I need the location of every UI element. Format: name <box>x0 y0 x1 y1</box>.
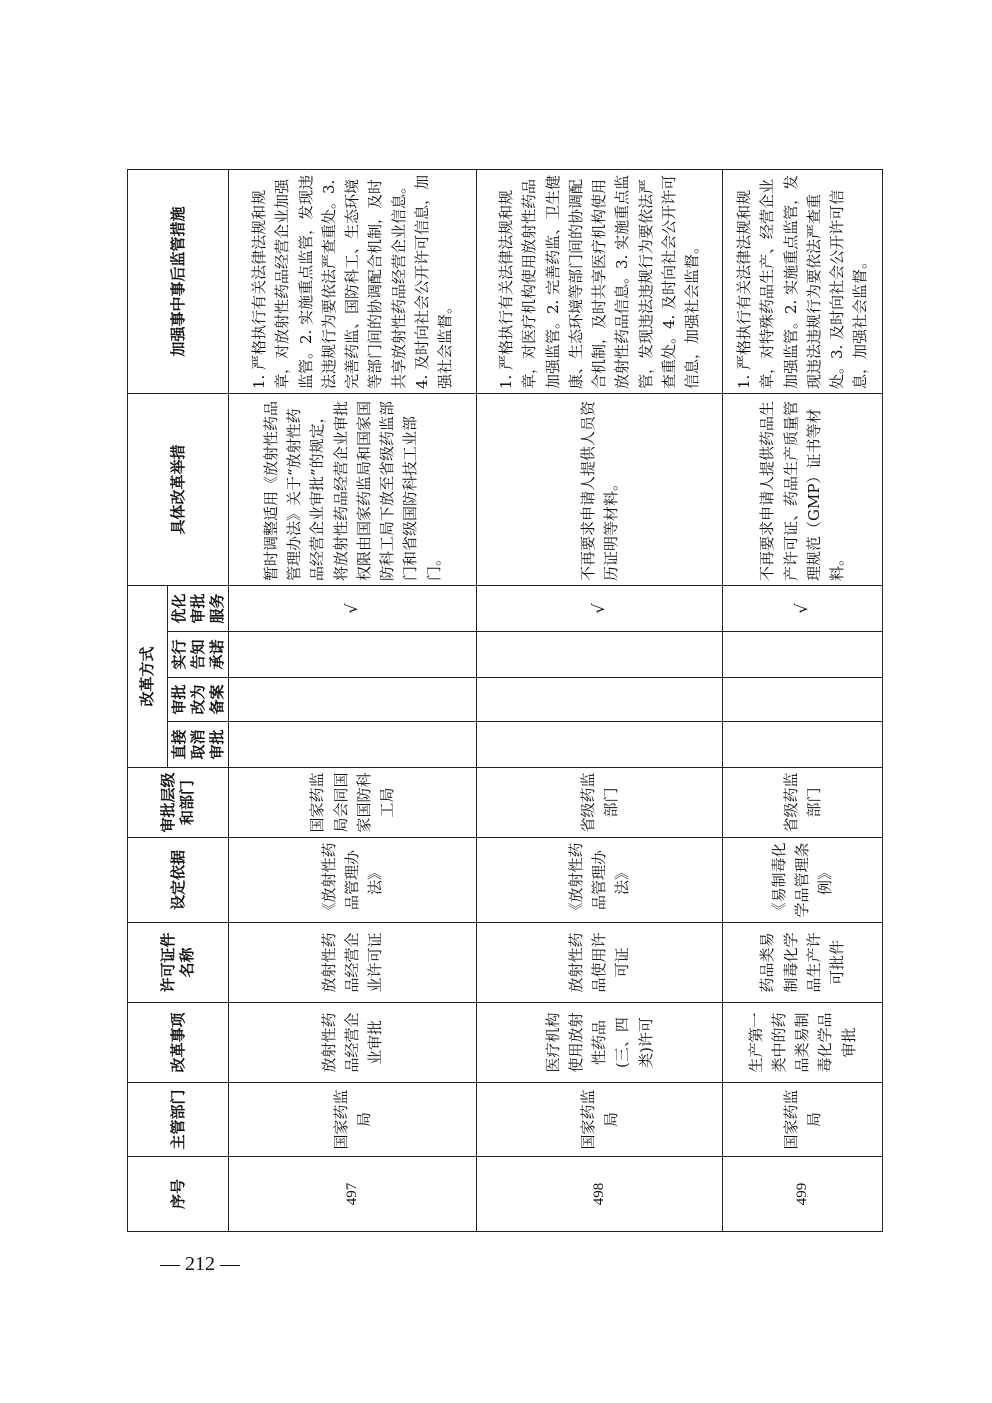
check-mark: √ <box>229 585 477 631</box>
check-mark: √ <box>723 585 883 631</box>
row-mode-promise <box>477 632 723 678</box>
row-seq: 499 <box>723 1157 883 1232</box>
row-supervision: 1. 严格执行有关法律法规和规章，对医疗机构使用放射性药品加强监管。2. 完善药监、卫生健康、生态环境等部门间的协调配合机制，及时共享医疗机构使用放射性药品信息。3. 实施重点监管，发现违法违规行为要依法严查重处。4. 及时向社会公开许可信息，加强社会监督。 <box>477 169 723 393</box>
header-seq: 序号 <box>128 1157 229 1232</box>
header-mode-promise: 实行告知承诺 <box>168 632 229 678</box>
header-mode-filing: 审批改为备案 <box>168 678 229 722</box>
table-row <box>477 169 723 1231</box>
row-license: 放射性药品经营企业许可证 <box>229 923 477 1003</box>
check-mark: √ <box>477 585 723 631</box>
row-mode-cancel <box>477 722 723 768</box>
header-dept: 主管部门 <box>128 1083 229 1157</box>
row-level: 省级药监部门 <box>723 768 883 838</box>
page-number: — 212 — <box>160 1253 240 1275</box>
header-mode-cancel: 直接取消审批 <box>168 722 229 768</box>
row-level: 省级药监部门 <box>477 768 723 838</box>
row-dept: 国家药监局 <box>477 1083 723 1157</box>
row-measures: 不再要求申请人提供药品生产许可证、药品生产质量管理规范（GMP）证书等材料。 <box>723 393 883 585</box>
header-measures: 具体改革举措 <box>128 393 229 585</box>
row-seq: 498 <box>477 1157 723 1232</box>
header-mode: 改革方式 <box>128 585 168 767</box>
row-item: 医疗机构使用放射性药品(三、四类)许可 <box>477 1003 723 1083</box>
row-mode-filing <box>477 678 723 722</box>
row-measures: 不再要求申请人提供人员资历证明等材料。 <box>477 393 723 585</box>
row-seq: 497 <box>229 1157 477 1232</box>
row-license: 放射性药品使用许可证 <box>477 923 723 1003</box>
header-item: 改革事项 <box>128 1003 229 1083</box>
row-dept: 国家药监局 <box>723 1083 883 1157</box>
header-license: 许可证件名称 <box>128 923 229 1003</box>
row-mode-cancel <box>229 722 477 768</box>
row-level: 国家药监局会同国家国防科工局 <box>229 768 477 838</box>
row-basis: 《放射性药品管理办法》 <box>229 838 477 923</box>
row-supervision: 1. 严格执行有关法律法规和规章，对特殊药品生产、经营企业加强监管。2. 实施重点监管，发现违法违规行为要依法严查重处。3. 及时向社会公开许可信息，加强社会监督。 <box>723 169 883 393</box>
header-supervision: 加强事中事后监管措施 <box>128 169 229 393</box>
row-mode-cancel <box>723 722 883 768</box>
row-license: 药品类易制毒化学品生产许可批件 <box>723 923 883 1003</box>
header-level: 审批层级和部门 <box>128 768 229 838</box>
row-item: 放射性药品经营企业审批 <box>229 1003 477 1083</box>
row-dept: 国家药监局 <box>229 1083 477 1157</box>
table-row <box>229 169 477 1231</box>
row-basis: 《放射性药品管理办法》 <box>477 838 723 923</box>
row-mode-promise <box>229 632 477 678</box>
row-basis: 《易制毒化学品管理条例》 <box>723 838 883 923</box>
row-mode-filing <box>229 678 477 722</box>
rotated-table-wrapper <box>127 170 870 1232</box>
row-item: 生产第一类中的药品类易制毒化学品审批 <box>723 1003 883 1083</box>
reform-table <box>127 169 883 1232</box>
row-measures: 暂时调整适用《放射性药品管理办法》关于“放射性药品经营企业审批”的规定，将放射性药品经营企业审批权限由国家药监局和国家国防科工局下放至省级药监部门和省级国防科技工业部门。 <box>229 393 477 585</box>
row-mode-filing <box>723 678 883 722</box>
header-mode-optimize: 优化审批服务 <box>168 585 229 631</box>
header-basis: 设定依据 <box>128 838 229 923</box>
row-mode-promise <box>723 632 883 678</box>
row-supervision: 1. 严格执行有关法律法规和规章，对放射性药品经营企业加强监管。2. 实施重点监管，发现违法违规行为要依法严查重处。3. 完善药监、国防科工、生态环境等部门间的协调配合机制，及时共享放射性药品经营企业信息。4. 及时向社会公开许可信息，加强社会监督。 <box>229 169 477 393</box>
table-row <box>723 169 883 1231</box>
